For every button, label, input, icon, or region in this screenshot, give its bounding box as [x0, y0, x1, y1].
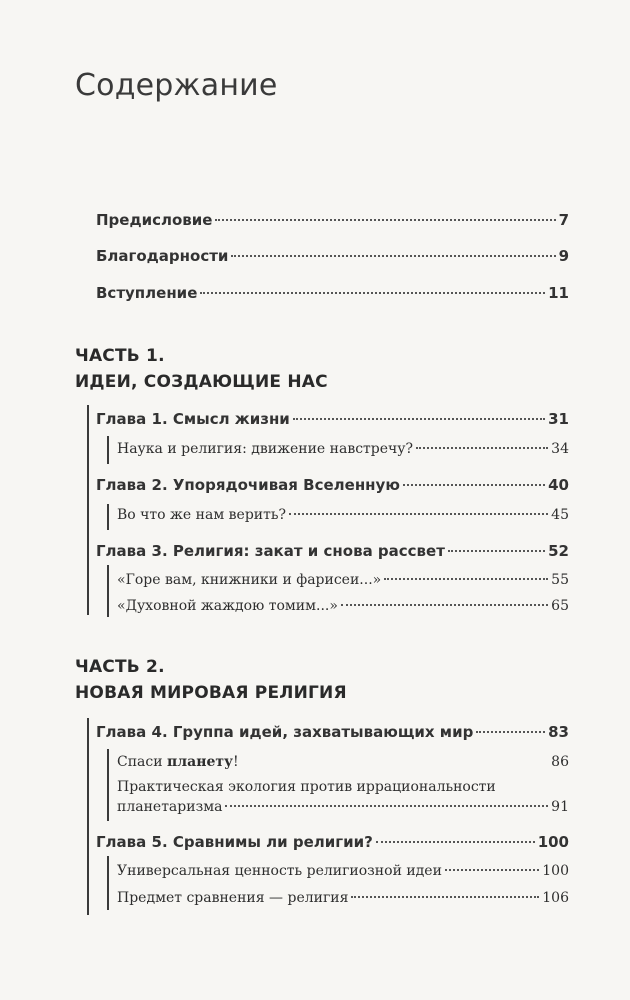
toc-entry-introduction[interactable] — [96, 284, 569, 302]
toc-entry-label-part: Спаси — [117, 754, 168, 770]
toc-entry-chapter-1[interactable] — [96, 410, 569, 428]
part-1-title: ИДЕИ, СОЗДАЮЩИЕ НАС — [75, 372, 328, 392]
toc-entry-page: 83 — [548, 723, 569, 741]
toc-entry-label: Глава 1. Смысл жизни — [96, 410, 290, 428]
toc-entry-section[interactable] — [117, 441, 569, 457]
toc-entry-chapter-2[interactable] — [96, 476, 569, 494]
toc-entry-section[interactable] — [117, 598, 569, 614]
toc-entry-page: 86 — [551, 754, 569, 770]
toc-entry-page: 65 — [551, 598, 569, 614]
toc-entry-section[interactable] — [117, 890, 569, 906]
part-1-number: ЧАСТЬ 1. — [75, 346, 165, 366]
part-2-rule — [87, 718, 89, 915]
toc-entry-label: Глава 2. Упорядочивая Вселенную — [96, 476, 400, 494]
toc-entry-page: 100 — [542, 863, 569, 879]
part-2-number: ЧАСТЬ 2. — [75, 657, 165, 677]
part-2-title: НОВАЯ МИРОВАЯ РЕЛИГИЯ — [75, 683, 347, 703]
chapter-3-rule — [107, 565, 109, 617]
toc-entry-acknowledgements[interactable] — [96, 247, 569, 265]
toc-entry-page: 31 — [548, 410, 569, 428]
toc-entry-label: «Духовной жаждою томим...» — [117, 598, 338, 614]
toc-entry-page: 106 — [542, 890, 569, 906]
dot-leader — [416, 447, 548, 449]
toc-entry-page: 11 — [548, 284, 569, 302]
dot-leader — [215, 219, 555, 221]
toc-entry-section[interactable] — [117, 572, 569, 588]
chapter-4-rule — [107, 749, 109, 821]
part-1-heading — [75, 343, 328, 395]
toc-entry-page: 52 — [548, 542, 569, 560]
toc-entry-label: Глава 3. Религия: закат и снова рассвет — [96, 542, 445, 560]
part-1-rule — [87, 405, 89, 615]
toc-entry-preface[interactable] — [96, 211, 569, 229]
dot-leader — [293, 418, 545, 420]
toc-entry-chapter-5[interactable] — [96, 833, 569, 851]
toc-entry-chapter-4[interactable] — [96, 723, 569, 741]
dot-leader — [351, 896, 539, 898]
toc-entry-page: 55 — [551, 572, 569, 588]
toc-entry-page: 9 — [558, 247, 569, 265]
chapter-2-rule — [107, 504, 109, 530]
toc-entry-chapter-3[interactable] — [96, 542, 569, 560]
toc-entry-label: Глава 4. Группа идей, захватывающих мир — [96, 723, 474, 741]
toc-entry-page: 34 — [551, 441, 569, 457]
toc-entry-label: Во что же нам верить? — [117, 507, 287, 523]
dot-leader — [289, 513, 548, 515]
toc-entry-label: Универсальная ценность религиозной идеи — [117, 863, 442, 879]
dot-leader — [476, 731, 545, 733]
toc-entry-label: «Горе вам, книжники и фарисеи...» — [117, 572, 382, 588]
toc-entry-label: Вступление — [96, 284, 198, 302]
page-title: Содержание — [75, 68, 278, 103]
toc-entry-label-line2: планетаризма — [117, 799, 223, 815]
toc-entry-label — [117, 754, 239, 770]
dot-leader — [242, 760, 549, 762]
toc-entry-label: Благодарности — [96, 247, 229, 265]
dot-leader — [225, 805, 548, 807]
toc-entry-label: Предисловие — [96, 211, 213, 229]
toc-entry-label-part: ! — [233, 754, 239, 770]
dot-leader — [384, 578, 548, 580]
toc-entry-page: 91 — [551, 799, 569, 815]
toc-entry-label: Глава 5. Сравнимы ли религии? — [96, 833, 373, 851]
toc-entry-label-line1: Практическая экология против иррациональности — [117, 779, 496, 795]
toc-entry-section-multiline[interactable] — [117, 779, 569, 815]
toc-entry-page: 40 — [548, 476, 569, 494]
chapter-1-rule — [107, 436, 109, 464]
toc-entry-label: Предмет сравнения — религия — [117, 890, 349, 906]
dot-leader — [403, 484, 545, 486]
dot-leader — [376, 841, 535, 843]
toc-entry-page: 45 — [551, 507, 569, 523]
toc-entry-label-emphasis: планету — [167, 754, 233, 770]
toc-entry-page: 100 — [537, 833, 569, 851]
dot-leader — [448, 550, 545, 552]
toc-entry-section[interactable] — [117, 507, 569, 523]
dot-leader — [341, 604, 548, 606]
dot-leader — [200, 292, 545, 294]
part-2-heading — [75, 654, 347, 706]
dot-leader — [445, 869, 539, 871]
chapter-5-rule — [107, 856, 109, 910]
toc-entry-section[interactable] — [117, 863, 569, 879]
toc-entry-page: 7 — [558, 211, 569, 229]
toc-entry-line2 — [117, 799, 569, 815]
dot-leader — [231, 255, 555, 257]
toc-entry-section[interactable] — [117, 754, 569, 770]
toc-entry-label: Наука и религия: движение навстречу? — [117, 441, 414, 457]
